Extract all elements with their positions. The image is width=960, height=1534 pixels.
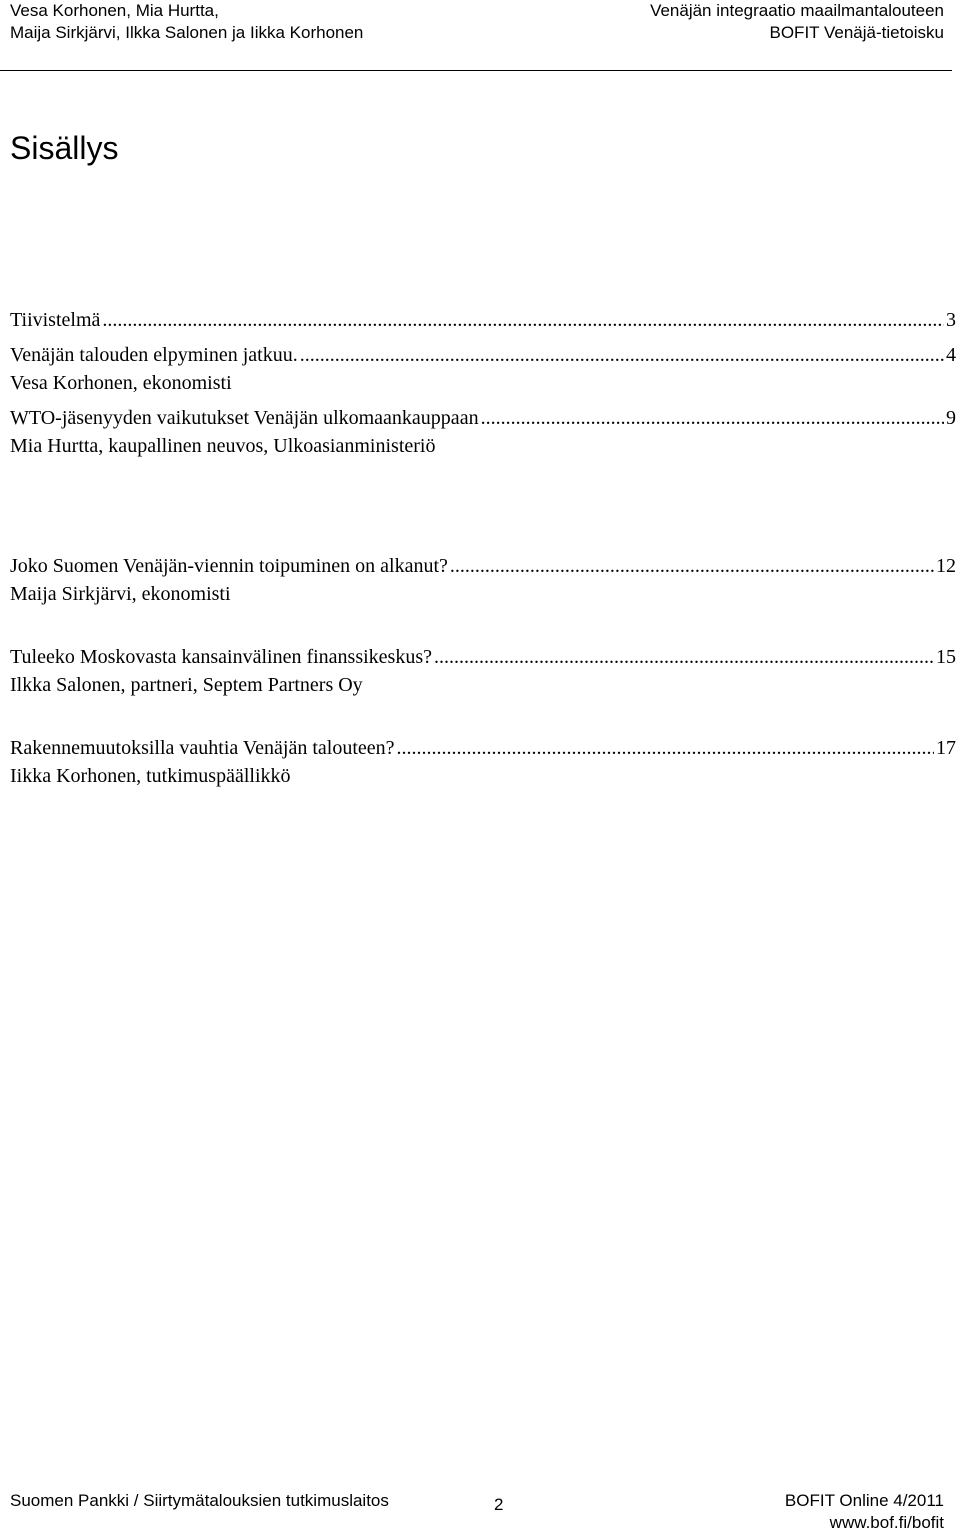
toc-entry-page: 17 — [936, 737, 956, 759]
toc-dot-leader — [397, 734, 934, 762]
toc-entry-title: Venäjän talouden elpyminen jatkuu. — [10, 344, 298, 366]
toc-dot-leader — [481, 404, 944, 432]
toc-entry-2[interactable] — [10, 341, 956, 397]
toc-entry-title: Rakennemuutoksilla vauhtia Venäjän talouteen? — [10, 737, 395, 759]
header-publication-title: Venäjän integraatio maailmantalouteen — [650, 1, 944, 20]
toc-entry-title: Tiivistelmä — [10, 309, 101, 331]
toc-entry-3[interactable] — [10, 404, 956, 460]
toc-dot-leader — [434, 643, 934, 671]
toc-entry-author: Iikka Korhonen, tutkimuspäällikkö — [10, 765, 291, 787]
toc-entry-6[interactable] — [10, 734, 956, 790]
toc-entry-author: Maija Sirkjärvi, ekonomisti — [10, 583, 231, 605]
toc-entry-page: 15 — [936, 646, 956, 668]
page-title: Sisällys — [10, 130, 119, 166]
header-divider — [0, 70, 952, 71]
toc-entry-page: 4 — [946, 344, 956, 366]
toc-dot-leader — [102, 306, 944, 334]
toc-entry-title: WTO-jäsenyyden vaikutukset Venäjän ulkomaankauppaan — [10, 407, 479, 429]
header-series-name: BOFIT Venäjä-tietoisku — [769, 23, 944, 42]
footer-right — [785, 1490, 944, 1534]
footer-institution: Suomen Pankki / Siirtymätalouksien tutkimuslaitos — [10, 1491, 389, 1510]
header-authors-line1: Vesa Korhonen, Mia Hurtta, — [10, 1, 219, 20]
toc-entry-author: Vesa Korhonen, ekonomisti — [10, 372, 232, 394]
footer-website-link[interactable]: www.bof.fi/bofit — [829, 1513, 944, 1532]
toc-entry-title: Tuleeko Moskovasta kansainvälinen finanssikeskus? — [10, 646, 432, 668]
footer-publication-issue: BOFIT Online 4/2011 — [784, 1491, 944, 1510]
header-right — [650, 0, 944, 44]
toc-entry-page: 3 — [946, 309, 956, 331]
toc-entry-1[interactable] — [10, 306, 956, 334]
toc-entry-5[interactable] — [10, 643, 956, 699]
header-authors-line2: Maija Sirkjärvi, Ilkka Salonen ja Iikka Korhonen — [10, 23, 364, 42]
footer-page-number: 2 — [494, 1495, 504, 1514]
toc-entry-title: Joko Suomen Venäjän-viennin toipuminen on alkanut? — [10, 555, 448, 577]
toc-dot-leader — [450, 552, 934, 580]
toc-entry-page: 9 — [946, 407, 956, 429]
toc-dot-leader — [300, 341, 944, 369]
toc-entry-author: Mia Hurtta, kaupallinen neuvos, Ulkoasianministeriö — [10, 435, 436, 457]
header-left — [10, 0, 363, 44]
toc-entry-author: Ilkka Salonen, partneri, Septem Partners Oy — [10, 674, 363, 696]
toc-entry-page: 12 — [936, 555, 956, 577]
toc-entry-4[interactable] — [10, 552, 956, 608]
